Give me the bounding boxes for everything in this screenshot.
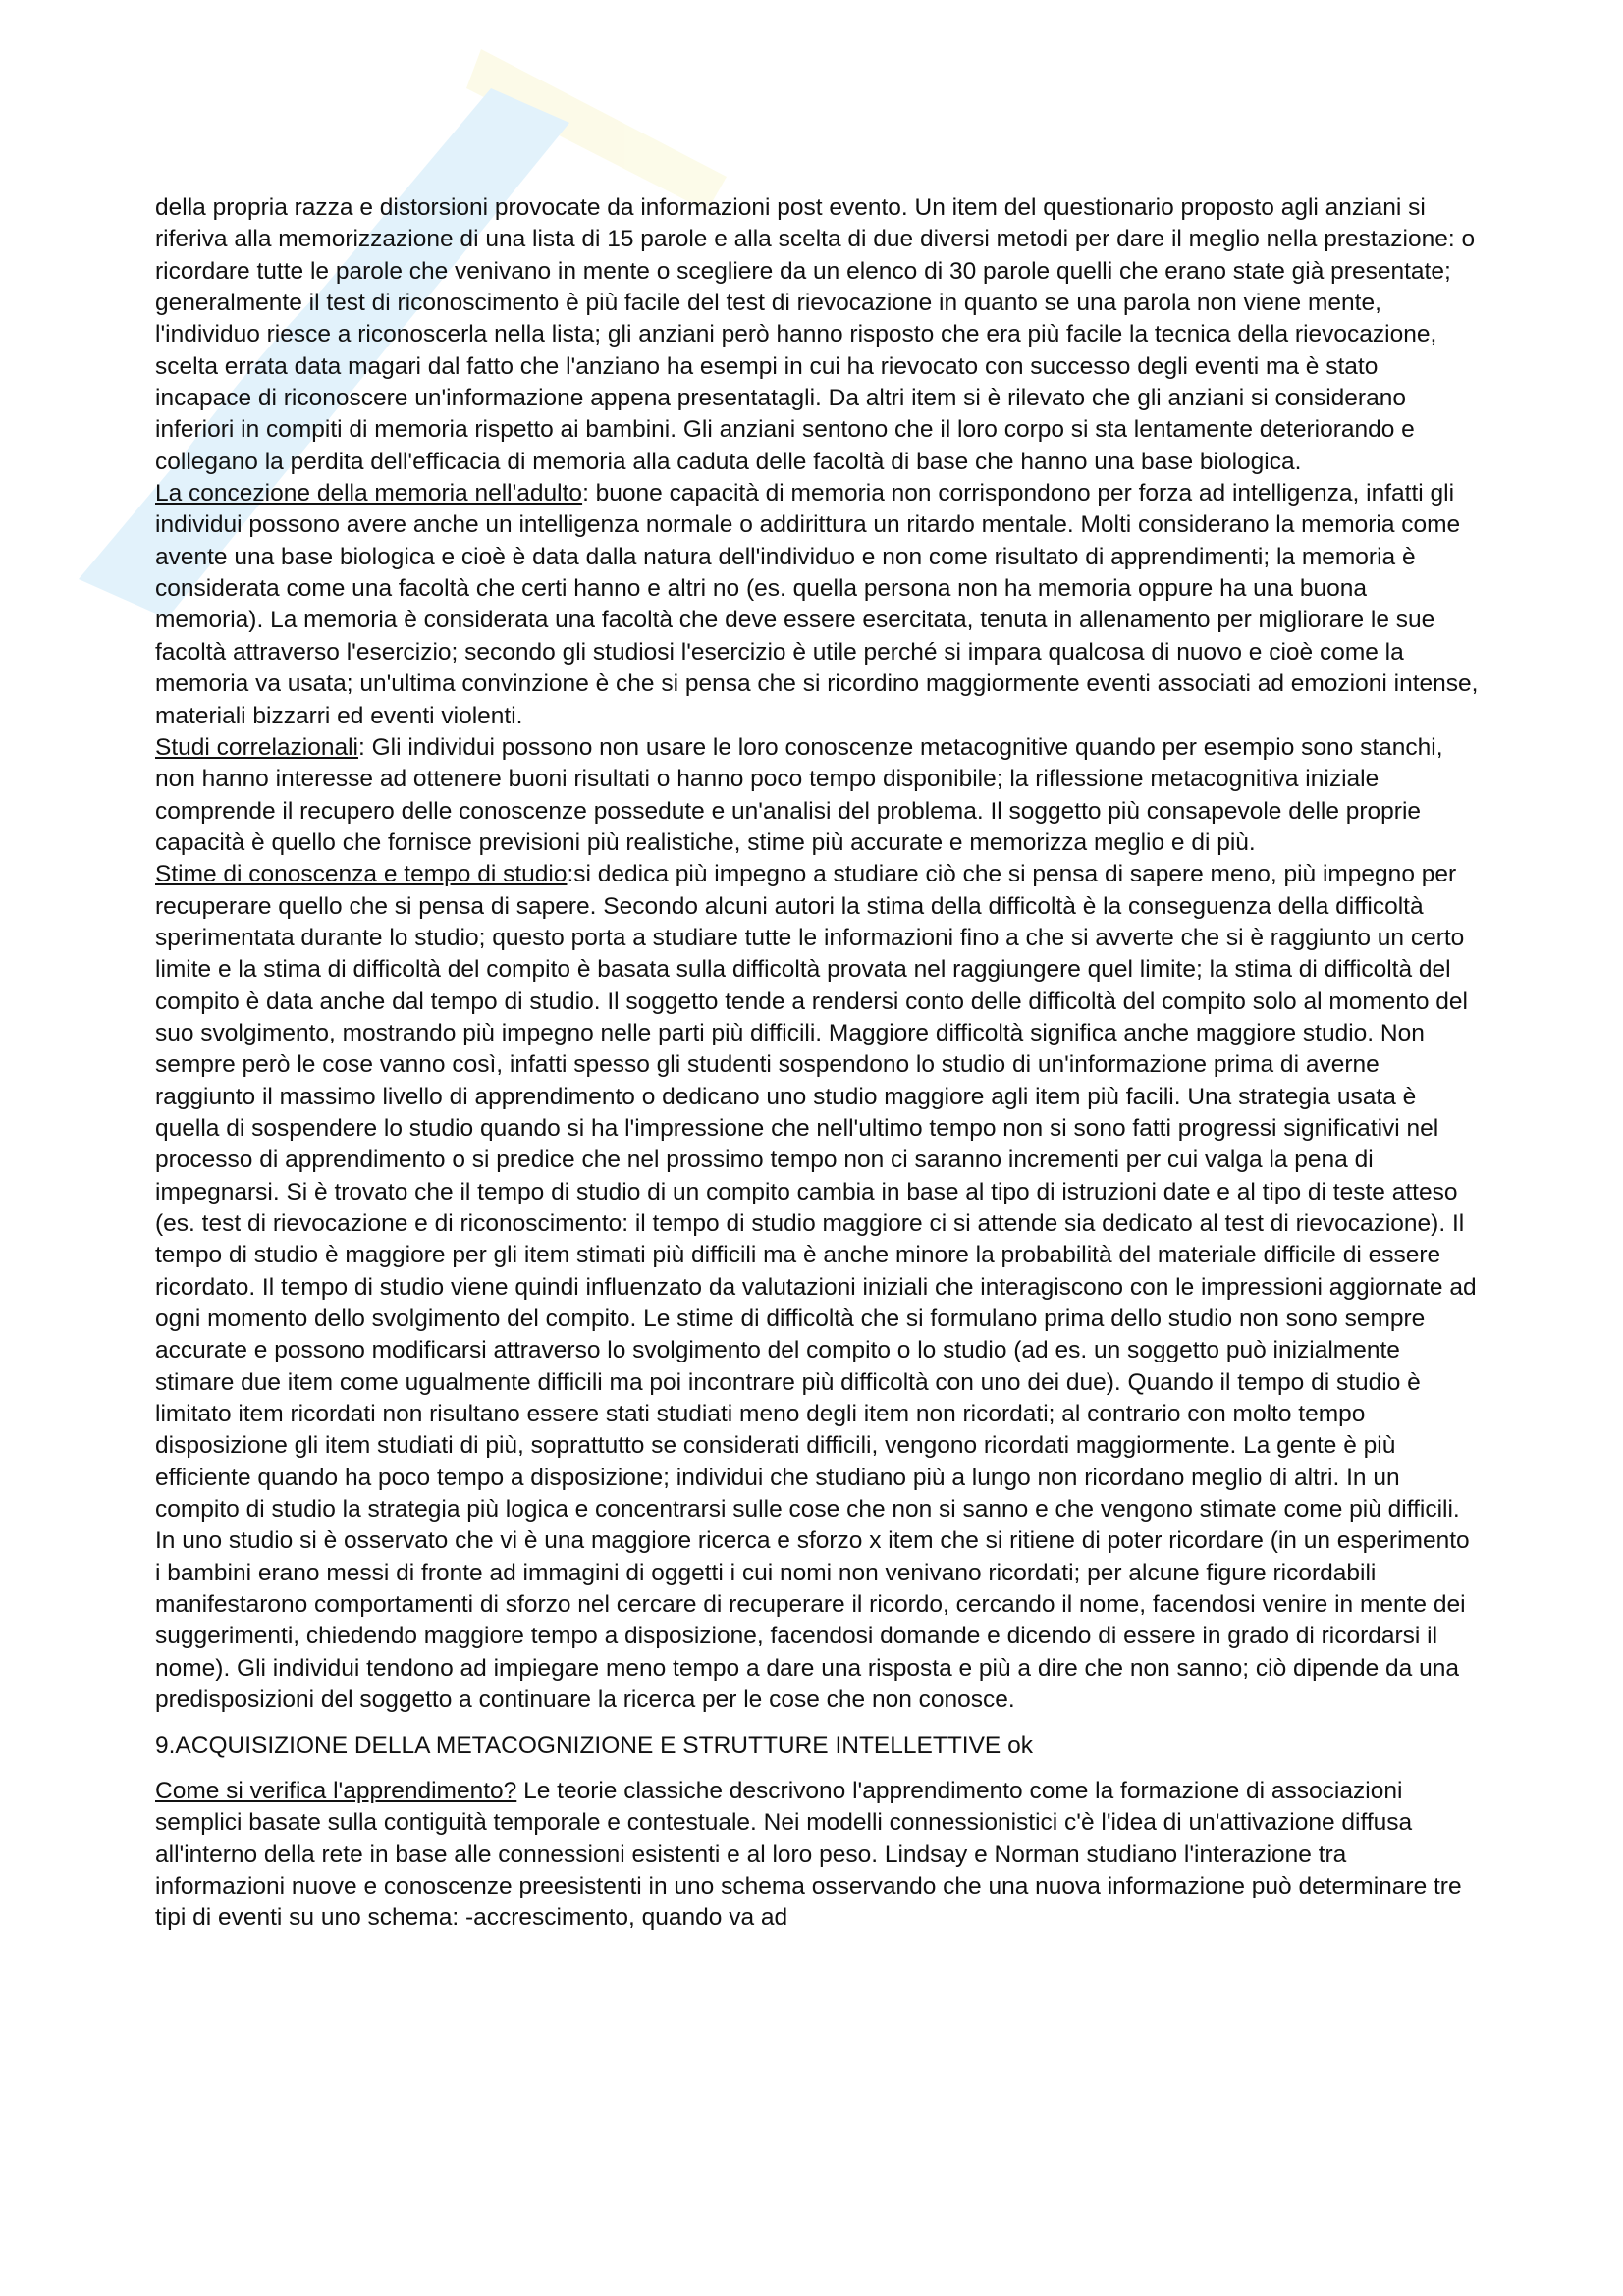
section-text-correlational: : Gli individui possono non usare le loro conoscenze metacognitive quando per esempio sono stanchi, non hanno interesse ad ottenere buoni risultati o hanno poco tempo disponibile; la riflessione metacognitiva iniziale comprende il recupero delle conoscenze possedute e un'analisi del problema. Il soggetto più consapevole delle proprie capacità è quello che fornisce previsioni più realistiche, stime più accurate e memorizza meglio e di più. xyxy=(155,733,1443,856)
section-text-learning: Le teorie classiche descrivono l'apprendimento come la formazione di associazioni semplici basate sulla contiguità temporale e contestuale. Nei modelli connessionistici c'è l'idea di un'attivazione diffusa all'interno della rete in base alle connessioni esistenti e al loro peso. Lindsay e Norman studiano l'interazione tra informazioni nuove e conoscenze preesistenti in uno schema osservando che una nuova informazione può determinare tre tipi di eventi su uno schema: -accrescimento, quando va ad xyxy=(155,1777,1462,1932)
section-title-correlational: Studi correlazionali xyxy=(155,733,358,761)
section-title-adult-memory: La concezione della memoria nell'adulto xyxy=(155,480,583,507)
section-text-adult-memory: : buone capacità di memoria non corrispondono per forza ad intelligenza, infatti gli individui possono avere anche un intelligenza normale o addirittura un ritardo mentale. Molti considerano la memoria come avente una base biologica e cioè è data dalla natura dell'individuo e non come risultato di apprendimenti; la memoria è considerata come una facoltà che certi hanno e altri no (es. quella persona non ha memoria oppure ha una buona memoria). La memoria è considerata una facoltà che deve essere esercitata, tenuta in allenamento per migliorare le sue facoltà attraverso l'esercizio; secondo gli studiosi l'esercizio è utile perché si impara qualcosa di nuovo e cioè come la memoria va usata; un'ultima convinzione è che si pensa che si ricordino maggiormente eventi associati ad emozioni intense, materiali bizzarri ed eventi violenti. xyxy=(155,480,1479,729)
watermark-ribbon xyxy=(466,49,727,211)
section-title-study-time: Stime di conoscenza e tempo di studio xyxy=(155,861,568,888)
document-page xyxy=(155,192,1481,1935)
section-text-study-time: :si dedica più impegno a studiare ciò che si pensa di sapere meno, più impegno per recuperare quello che si pensa di sapere. Secondo alcuni autori la stima della difficoltà è la conseguenza della difficoltà sperimentata durante lo studio; questo porta a studiare tutte le informazioni fino a che si avverte che si è raggiunto un certo limite e la stima di difficoltà del compito è basata sulla difficoltà provata nel raggiungere quel limite; la stima di difficoltà del compito è data anche dal tempo di studio. Il soggetto tende a rendersi conto delle difficoltà del compito solo al momento del suo svolgimento, mostrando più impegno nelle parti più difficili. Maggiore difficoltà significa anche maggiore studio. Non sempre però le cose vanno così, infatti spesso gli studenti sospendono lo studio di un'informazione prima di averne raggiunto il massimo livello di apprendimento o dedicano uno studio maggiore agli item più facili. Una strategia usata è quella di sospendere lo studio quando si ha l'impressione che nell'ultimo tempo non si sono fatti progressi significativi nel processo di apprendimento o si predice che nel prossimo tempo non ci saranno incrementi per cui valga la pena di impegnarsi. Si è trovato che il tempo di studio di un compito cambia in base al tipo di istruzioni date e al tipo di teste atteso (es. test di rievocazione e di riconoscimento: il tempo di studio maggiore ci si attende sia dedicato al test di rievocazione). Il tempo di studio è maggiore per gli item stimati più difficili ma è anche minore la probabilità del materiale difficile di essere ricordato. Il tempo di studio viene quindi influenzato da valutazioni iniziali che interagiscono con le impressioni aggiornate ad ogni momento dello svolgimento del compito. Le stime di difficoltà che si formulano prima dello studio non sono sempre accurate e possono modificarsi attraverso lo svolgimento del compito o lo studio (ad es. un soggetto può inizialmente stimare due item come ugualmente difficili ma poi incontrare più difficoltà con uno dei due). Quando il tempo di studio è limitato item ricordati non risultano essere stati studiati meno degli item non ricordati; al contrario con molto tempo disposizione gli item studiati di più, soprattutto se considerati difficili, vengono ricordati maggiormente. La gente è più efficiente quando ha poco tempo a disposizione; individui che studiano più a lungo non ricordano meglio di altri. In un compito di studio la strategia più logica e concentrarsi sulle cose che non si sanno e che vengono stimate come più difficili. In uno studio si è osservato che vi è una maggiore ricerca e sforzo x item che si ritiene di poter ricordare (in un esperimento i bambini erano messi di fronte ad immagini di oggetti i cui nomi non venivano ricordati; per alcune figure ricordabili manifestarono comportamenti di sforzo nel cercare di recuperare il ricordo, cercando il nome, facendosi venire in mente dei suggerimenti, chiedendo maggiore tempo a disposizione, facendosi domande e dicendo di essere in grado di ricordarsi il nome). Gli individui tendono ad impiegare meno tempo a dare una risposta e più a dire che non sanno; ciò dipende da una predisposizioni del soggetto a continuare la ricerca per le cose che non conosce. xyxy=(155,861,1477,1714)
section-correlational-studies xyxy=(155,732,1481,859)
section-adult-memory-concept xyxy=(155,478,1481,732)
section-title-learning: Come si verifica l'apprendimento? xyxy=(155,1777,517,1804)
section-learning xyxy=(155,1776,1481,1935)
paragraph-elderly-memory: della propria razza e distorsioni provocate da informazioni post evento. Un item del questionario proposto agli anziani si riferiva alla memorizzazione di una lista di 15 parole e alla scelta di due diversi metodi per dare il meglio nella prestazione: o ricordare tutte le parole che venivano in mente o scegliere da un elenco di 30 parole quelli che erano state già presentate; generalmente il test di riconoscimento è più facile del test di rievocazione in quanto se una parola non viene mente, l'individuo riesce a riconoscerla nella lista; gli anziani però hanno risposto che era più facile la tecnica della rievocazione, scelta errata data magari dal fatto che l'anziano ha esempi in cui ha rievocato con successo degli eventi ma è stato incapace di riconoscere un'informazione appena presentatagli. Da altri item si è rilevato che gli anziani si considerano inferiori in compiti di memoria rispetto ai bambini. Gli anziani sentono che il loro corpo si sta lentamente deteriorando e collegano la perdita dell'efficacia di memoria alla caduta delle facoltà di base che hanno una base biologica. xyxy=(155,194,1476,475)
section-study-time xyxy=(155,859,1481,1716)
chapter-heading: 9.ACQUISIZIONE DELLA METACOGNIZIONE E STRUTTURE INTELLETTIVE ok xyxy=(155,1732,1033,1759)
